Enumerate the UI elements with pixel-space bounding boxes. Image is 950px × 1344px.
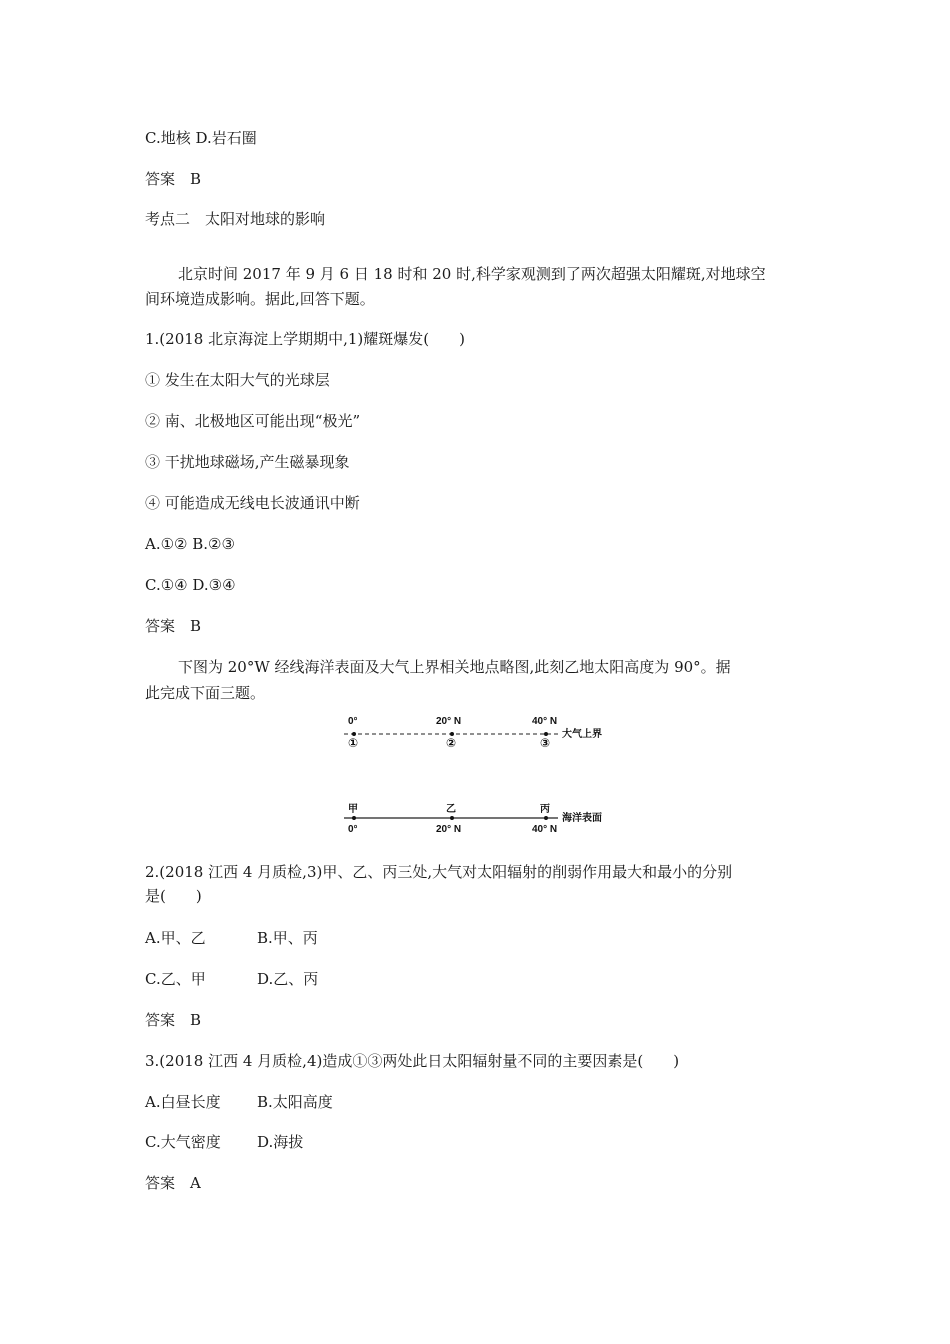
bottom-line-label: 海洋表面 xyxy=(562,813,602,824)
q2-stem-line2: 是( ) xyxy=(145,887,202,905)
bottom-point-bing: 丙 xyxy=(540,804,550,815)
bottom-point-marker-2 xyxy=(450,816,454,820)
q2-answer: 答案 B xyxy=(145,1011,202,1029)
q1-stem: 1.(2018 北京海淀上学期期中,1)耀斑爆发( ) xyxy=(145,330,465,348)
passage2-line2: 此完成下面三题。 xyxy=(145,684,266,702)
bottom-point-jia: 甲 xyxy=(348,804,358,815)
q3-options-ab xyxy=(145,1091,445,1113)
q2-option-a: A.甲、乙 xyxy=(145,929,206,947)
passage1-line1: 北京时间 2017 年 9 月 6 日 18 时和 20 时,科学家观测到了两次超强太阳耀斑,对地球空 xyxy=(178,265,766,283)
prev-answer: 答案 B xyxy=(145,170,202,188)
q2-option-c: C.乙、甲 xyxy=(145,970,206,988)
top-label-40n: 40° N xyxy=(532,716,558,727)
q1-item-1: ① 发生在太阳大气的光球层 xyxy=(145,371,330,389)
bottom-point-yi: 乙 xyxy=(446,804,456,815)
q3-option-c: C.大气密度 xyxy=(145,1133,221,1151)
q3-option-b: B.太阳高度 xyxy=(257,1093,333,1111)
top-line-label: 大气上界 xyxy=(562,729,602,740)
q3-option-d: D.海拔 xyxy=(257,1133,304,1151)
top-point-2: ② xyxy=(446,736,457,750)
figure-diagram xyxy=(340,708,620,840)
q1-options-ab: A.①② B.②③ xyxy=(145,535,235,553)
top-label-20n: 20° N xyxy=(436,716,462,727)
q3-option-a: A.白昼长度 xyxy=(145,1093,221,1111)
q3-options-cd xyxy=(145,1131,445,1153)
q2-stem-line1: 2.(2018 江西 4 月质检,3)甲、乙、丙三处,大气对太阳辐射的削弱作用最大和最小的分别 xyxy=(145,863,733,881)
top-label-0: 0° xyxy=(348,716,358,727)
section-title: 考点二 太阳对地球的影响 xyxy=(145,210,326,228)
prev-options: C.地核 D.岩石圈 xyxy=(145,129,257,147)
q2-option-b: B.甲、丙 xyxy=(257,929,318,947)
q1-item-2: ② 南、北极地区可能出现“极光” xyxy=(145,412,361,430)
bottom-point-marker-1 xyxy=(352,816,356,820)
q3-stem: 3.(2018 江西 4 月质检,4)造成①③两处此日太阳辐射量不同的主要因素是( ) xyxy=(145,1052,680,1070)
q2-options-ab xyxy=(145,927,445,949)
q1-item-3: ③ 干扰地球磁场,产生磁暴现象 xyxy=(145,453,350,471)
q3-answer: 答案 A xyxy=(145,1174,201,1192)
q1-options-cd: C.①④ D.③④ xyxy=(145,576,236,594)
passage1-line2: 间环境造成影响。据此,回答下题。 xyxy=(145,290,375,308)
bottom-label-20n: 20° N xyxy=(436,824,462,835)
q2-option-d: D.乙、丙 xyxy=(257,970,319,988)
top-point-1: ① xyxy=(348,736,359,750)
q2-options-cd xyxy=(145,968,445,990)
bottom-point-marker-3 xyxy=(544,816,548,820)
bottom-label-40n: 40° N xyxy=(532,824,558,835)
top-point-3: ③ xyxy=(540,736,551,750)
q1-answer: 答案 B xyxy=(145,617,202,635)
q1-item-4: ④ 可能造成无线电长波通讯中断 xyxy=(145,494,360,512)
passage2-line1: 下图为 20°W 经线海洋表面及大气上界相关地点略图,此刻乙地太阳高度为 90°。据 xyxy=(178,658,731,676)
bottom-label-0: 0° xyxy=(348,824,358,835)
